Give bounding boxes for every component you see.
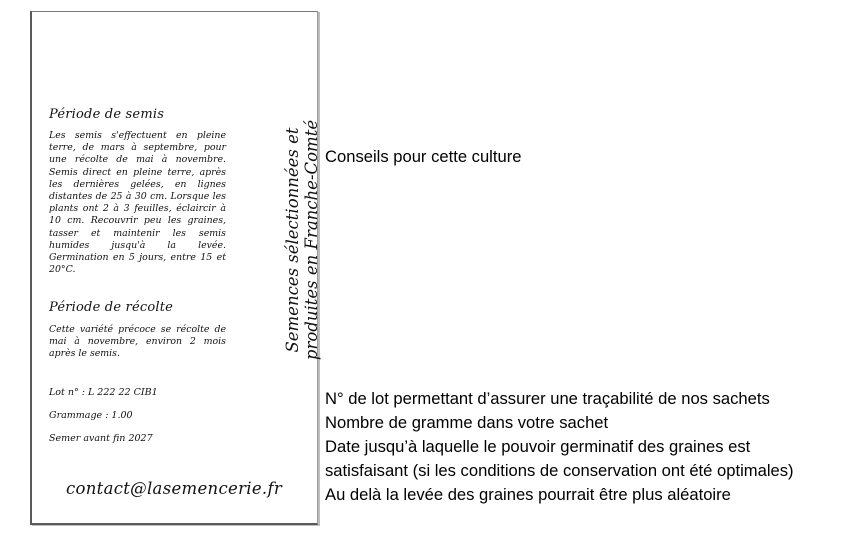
explanation-annotations	[325, 387, 794, 507]
lot-number: Lot n° : L 222 22 CIB1	[49, 387, 158, 398]
sowing-period-text: Les semis s'effectuent en pleine terre, de mars à septembre, pour une récolte de mai à novembre. Semis direct en pleine terre, après les dernières gelées, en lignes distantes de 25 à 30 cm. Lorsque les plants ont 2 à 3 feuilles, éclaircir à 10 cm. Recouvrir peu les graines, tasser et maintenir les semis humides jusqu'à la levée. Germination en 5 jours, entre 15 et 20°C.	[49, 130, 226, 276]
date-annotation-line-1: Date jusqu’à laquelle le pouvoir germinatif des graines est	[325, 437, 751, 456]
advice-annotation: Conseils pour cette culture	[325, 147, 522, 166]
harvest-period-title: Période de récolte	[49, 300, 174, 315]
vertical-tagline	[283, 120, 321, 360]
sow-before-date: Semer avant fin 2027	[49, 433, 153, 444]
seed-packet-back	[30, 11, 321, 525]
vertical-tagline-line-2: produites en Franche-Comté	[302, 119, 321, 361]
sowing-period-title: Période de semis	[49, 107, 165, 122]
date-annotation-line-3: Au delà la levée des graines pourrait être plus aléatoire	[325, 485, 731, 504]
harvest-period-text: Cette variété précoce se récolte de mai à novembre, environ 2 mois après le semis.	[49, 324, 226, 360]
vertical-tagline-line-1: Semences sélectionnées et	[283, 127, 302, 353]
weight: Grammage : 1.00	[49, 410, 133, 421]
lot-annotation: N° de lot permettant d’assurer une traçabilité de nos sachets	[325, 389, 770, 408]
weight-annotation: Nombre de gramme dans votre sachet	[325, 413, 609, 432]
date-annotation-line-2: satisfaisant (si les conditions de conservation ont été optimales)	[325, 461, 794, 480]
contact-email: contact@lasemencerie.fr	[65, 479, 283, 498]
